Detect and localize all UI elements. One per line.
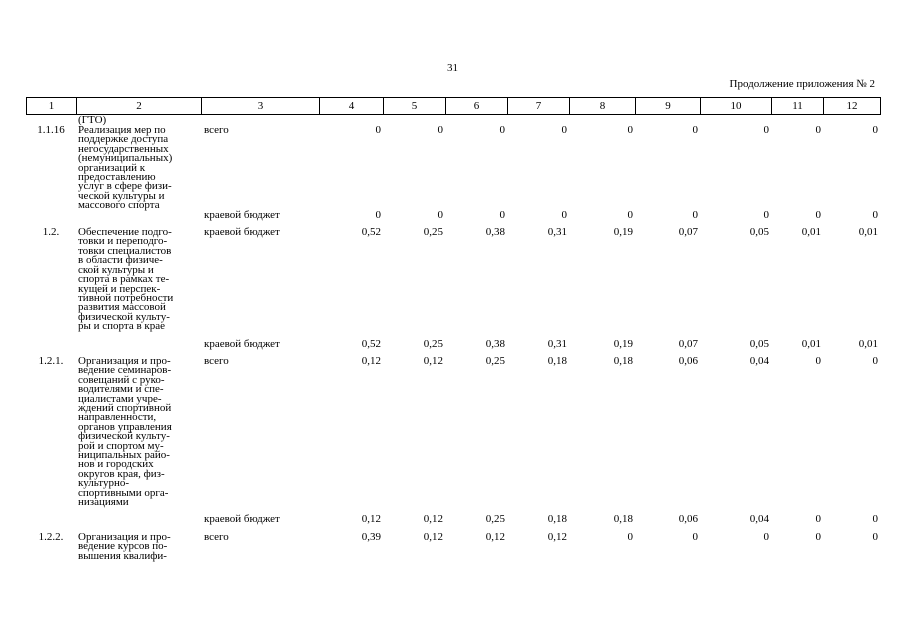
row-name-line: физической культу- — [78, 430, 170, 443]
row-code — [26, 332, 76, 349]
value-cell: 0 — [627, 530, 633, 543]
row-name-line: негосударственных — [78, 142, 169, 155]
value-cell: 0 — [872, 208, 878, 221]
column-header: 4 — [320, 98, 384, 115]
value-cell: 0 — [627, 208, 633, 221]
row-code: 1.2.1. — [38, 354, 64, 367]
value-cell: 0,18 — [547, 513, 567, 526]
value-cell: 0,01 — [858, 337, 878, 350]
value-cell — [823, 116, 880, 126]
value-cell: 0,12 — [423, 530, 443, 543]
value-cell: 0,05 — [749, 337, 769, 350]
value-cell: 0,52 — [361, 226, 381, 239]
value-cell: 0,31 — [547, 226, 567, 239]
row-name-line: Организация и про- — [78, 354, 171, 367]
value-cell: 0 — [815, 124, 821, 136]
column-header: 7 — [508, 98, 570, 115]
table-row — [26, 349, 880, 508]
funding-source: краевой бюджет — [204, 226, 280, 239]
table-row — [26, 525, 880, 561]
value-cell — [635, 116, 700, 126]
row-name — [76, 525, 201, 561]
value-cell: 0 — [692, 530, 698, 543]
funding-source: краевой бюджет — [204, 208, 280, 221]
table-row — [26, 220, 880, 331]
row-name-line: услуг в сфере физи- — [78, 180, 172, 193]
column-header: 10 — [701, 98, 772, 115]
row-name-line: ры и спорта в крае — [78, 320, 166, 333]
value-cell: 0 — [499, 208, 505, 221]
row-name-line: циалистами учре- — [78, 392, 162, 405]
value-cell: 0,07 — [678, 337, 698, 350]
column-header: 12 — [824, 98, 881, 115]
value-cell — [445, 116, 507, 126]
value-cell — [319, 116, 383, 126]
row-name-line: рой и спортом му- — [78, 439, 164, 452]
row-name-line: ведение семинаров- — [78, 364, 172, 377]
row-name — [76, 507, 201, 524]
value-cell: 0,19 — [613, 226, 633, 239]
value-cell: 0,25 — [485, 354, 505, 367]
column-header: 5 — [384, 98, 446, 115]
value-cell: 0 — [561, 208, 567, 221]
row-name-line: вышения квалифи- — [78, 549, 167, 562]
row-code — [26, 211, 76, 220]
row-name-line: организаций к — [78, 161, 146, 174]
row-name-line: товки и переподго- — [78, 235, 168, 248]
column-header: 9 — [636, 98, 701, 115]
value-cell: 0 — [499, 124, 505, 136]
value-cell: 0 — [872, 513, 878, 526]
row-name-line: Реализация мер по — [78, 124, 166, 136]
value-cell: 0,07 — [678, 226, 698, 239]
value-cell: 0,12 — [485, 530, 505, 543]
value-cell: 0,39 — [361, 530, 381, 543]
value-cell — [383, 116, 445, 126]
column-header: 1 — [27, 98, 77, 115]
page-number: 31 — [447, 62, 458, 74]
funding-source: всего — [204, 530, 229, 543]
funding-source: всего — [204, 124, 229, 136]
value-cell: 0,12 — [423, 513, 443, 526]
funding-source: краевой бюджет — [204, 337, 280, 350]
value-cell: 0,19 — [613, 337, 633, 350]
row-name-line: массового спорта — [78, 199, 160, 212]
row-name-line: физической культу- — [78, 310, 170, 323]
row-name-line: ведение курсов по- — [78, 540, 168, 553]
value-cell — [569, 116, 635, 126]
row-name-line: спортивными орга- — [78, 486, 169, 499]
value-cell: 0 — [437, 208, 443, 221]
row-name-line: ческой культуры и — [78, 189, 165, 202]
value-cell: 0,12 — [361, 513, 381, 526]
row-name-line: кущей и перспек- — [78, 282, 161, 295]
value-cell — [700, 116, 771, 126]
value-cell: 0,05 — [749, 226, 769, 239]
row-name — [76, 211, 201, 220]
row-name — [76, 349, 201, 508]
row-name-line: (немуниципальных) — [78, 152, 173, 165]
row-code: 1.1.16 — [37, 124, 65, 136]
column-header: 8 — [570, 98, 636, 115]
value-cell: 0,31 — [547, 337, 567, 350]
row-name-line: органов управления — [78, 420, 172, 433]
value-cell: 0 — [561, 124, 567, 136]
row-name-line: спорта в рамках те- — [78, 273, 170, 286]
row-name-line: ниципальных райо- — [78, 449, 170, 461]
value-cell: 0,18 — [613, 354, 633, 367]
column-header-row — [27, 98, 881, 115]
funding-table — [26, 116, 880, 561]
value-cell: 0 — [437, 124, 443, 136]
row-name — [76, 126, 201, 211]
value-cell: 0,01 — [858, 226, 878, 239]
row-name-line: ской культуры и — [78, 263, 154, 276]
value-cell: 0 — [375, 208, 381, 221]
column-header: 2 — [77, 98, 202, 115]
value-cell: 0,25 — [423, 337, 443, 350]
value-cell: 0,06 — [678, 354, 698, 367]
table-row — [26, 507, 880, 524]
value-cell: 0,06 — [678, 513, 698, 526]
value-cell: 0 — [872, 530, 878, 543]
row-name-line: направленности, — [78, 411, 157, 424]
value-cell: 0 — [815, 208, 821, 221]
row-name-line: ждений спортивной — [78, 401, 172, 414]
row-name-line: тивной потребности — [78, 291, 174, 304]
value-cell: 0,18 — [547, 354, 567, 367]
value-cell: 0,52 — [361, 337, 381, 350]
column-header: 11 — [772, 98, 824, 115]
table-row — [26, 332, 880, 349]
value-cell: 0 — [872, 124, 878, 136]
row-code: 1.2. — [42, 226, 60, 239]
value-cell: 0,12 — [547, 530, 567, 543]
row-name-line: Организация и про- — [78, 530, 171, 543]
value-cell: 0,38 — [485, 337, 505, 350]
table-row — [26, 126, 880, 211]
row-name-line: товки специалистов — [78, 244, 172, 257]
value-cell: 0,04 — [749, 513, 769, 526]
row-name-line: культурно- — [78, 477, 130, 490]
value-cell: 0 — [763, 208, 769, 221]
value-cell: 0,01 — [801, 337, 821, 350]
value-cell: 0 — [872, 354, 878, 367]
column-header-table — [26, 97, 881, 115]
row-code: 1.2.2. — [38, 530, 64, 543]
row-name-line: поддержке доступа — [78, 133, 169, 146]
row-name — [76, 332, 201, 349]
value-cell: 0,38 — [485, 226, 505, 239]
value-cell: 0 — [763, 124, 769, 136]
column-header: 3 — [202, 98, 320, 115]
row-name-line: предоставлению — [78, 171, 156, 184]
value-cell: 0,25 — [485, 513, 505, 526]
row-name-line: округов края, физ- — [78, 467, 165, 480]
value-cell: 0,18 — [613, 513, 633, 526]
row-name-line: в области физиче- — [78, 254, 163, 267]
value-cell — [507, 116, 569, 126]
row-name-line: совещаний с руко- — [78, 373, 165, 386]
row-name-line: водителями и спе- — [78, 383, 164, 396]
table-row — [26, 211, 880, 220]
row-name — [76, 220, 201, 331]
funding-source: всего — [204, 354, 229, 367]
value-cell: 0 — [815, 354, 821, 367]
value-cell: 0 — [627, 124, 633, 136]
value-cell: 0,01 — [801, 226, 821, 239]
value-cell: 0 — [763, 530, 769, 543]
value-cell: 0 — [815, 513, 821, 526]
funding-source: краевой бюджет — [204, 513, 280, 526]
value-cell: 0 — [692, 208, 698, 221]
row-name-line: Обеспечение подго- — [78, 226, 172, 239]
value-cell: 0 — [375, 124, 381, 136]
continuation-label: Продолжение приложения № 2 — [729, 78, 875, 90]
value-cell: 0 — [815, 530, 821, 543]
row-name-line: нов и городских — [78, 458, 154, 471]
value-cell: 0 — [692, 124, 698, 136]
row-name-line: низациями — [78, 496, 129, 509]
value-cell: 0,25 — [423, 226, 443, 239]
column-header: 6 — [446, 98, 508, 115]
value-cell: 0,12 — [361, 354, 381, 367]
value-cell: 0,04 — [749, 354, 769, 367]
row-code — [26, 507, 76, 524]
row-name-line: развития массовой — [78, 301, 166, 314]
row-name-line: (ГТО) — [78, 114, 107, 126]
value-cell: 0,12 — [423, 354, 443, 367]
